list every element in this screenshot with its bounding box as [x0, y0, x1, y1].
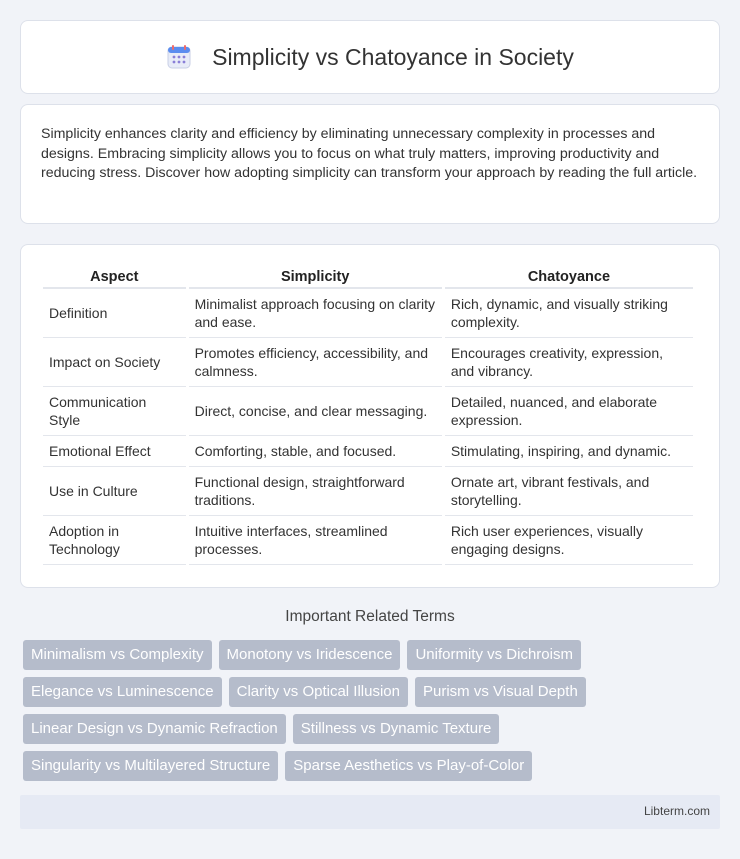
- table-cell: Rich, dynamic, and visually striking complexity.: [445, 289, 693, 338]
- related-tag[interactable]: Singularity vs Multilayered Structure: [23, 751, 278, 781]
- footer: [20, 795, 720, 829]
- table-cell: Minimalist approach focusing on clarity and ease.: [189, 289, 442, 338]
- table-cell: Stimulating, inspiring, and dynamic.: [445, 436, 693, 467]
- table-header-row: [43, 265, 693, 289]
- table-cell: Communication Style: [43, 387, 186, 436]
- calendar-icon: [166, 44, 192, 70]
- intro-card: [20, 104, 720, 224]
- table-cell: Use in Culture: [43, 467, 186, 516]
- table-cell: Encourages creativity, expression, and vibrancy.: [445, 338, 693, 387]
- related-tag[interactable]: Purism vs Visual Depth: [415, 677, 586, 707]
- table-cell: Adoption in Technology: [43, 516, 186, 565]
- related-tag[interactable]: Clarity vs Optical Illusion: [229, 677, 408, 707]
- comparison-table: [40, 265, 696, 565]
- related-tag[interactable]: Linear Design vs Dynamic Refraction: [23, 714, 286, 744]
- table-row: [43, 289, 693, 338]
- table-cell: Functional design, straightforward traditions.: [189, 467, 442, 516]
- table-cell: Impact on Society: [43, 338, 186, 387]
- related-tag[interactable]: Elegance vs Luminescence: [23, 677, 222, 707]
- table-cell: Intuitive interfaces, streamlined processes.: [189, 516, 442, 565]
- tag-row: [23, 751, 723, 781]
- header-aspect: Aspect: [43, 265, 186, 289]
- table-cell: Comforting, stable, and focused.: [189, 436, 442, 467]
- tag-row: [23, 714, 723, 744]
- related-terms-title: Important Related Terms: [285, 608, 455, 625]
- table-row: [43, 516, 693, 565]
- related-tag[interactable]: Minimalism vs Complexity: [23, 640, 212, 670]
- related-tag[interactable]: Stillness vs Dynamic Texture: [293, 714, 500, 744]
- table-cell: Promotes efficiency, accessibility, and calmness.: [189, 338, 442, 387]
- header-chatoyance: Chatoyance: [445, 265, 693, 289]
- table-cell: Ornate art, vibrant festivals, and storytelling.: [445, 467, 693, 516]
- table-row: [43, 467, 693, 516]
- footer-brand[interactable]: Libterm.com: [643, 804, 710, 818]
- related-tags: [23, 640, 723, 788]
- related-tag[interactable]: Monotony vs Iridescence: [219, 640, 401, 670]
- table-row: [43, 338, 693, 387]
- related-tag[interactable]: Sparse Aesthetics vs Play-of-Color: [285, 751, 532, 781]
- table-cell: Rich user experiences, visually engaging designs.: [445, 516, 693, 565]
- table-row: [43, 436, 693, 467]
- tag-row: [23, 677, 723, 707]
- table-cell: Definition: [43, 289, 186, 338]
- table-cell: Emotional Effect: [43, 436, 186, 467]
- header-card: [20, 20, 720, 94]
- comparison-table-card: [20, 244, 720, 588]
- table-cell: Detailed, nuanced, and elaborate expression.: [445, 387, 693, 436]
- tag-row: [23, 640, 723, 670]
- intro-text: Simplicity enhances clarity and efficiency by eliminating unnecessary complexity in processes and designs. Embracing simplicity allows you to focus on what truly matters, improving productivity and reducing stress. Discover how adopting simplicity can transform your approach by reading the full article.: [41, 126, 698, 181]
- page-title: Simplicity vs Chatoyance in Society: [212, 43, 574, 70]
- table-cell: Direct, concise, and clear messaging.: [189, 387, 442, 436]
- header-simplicity: Simplicity: [189, 265, 442, 289]
- related-tag[interactable]: Uniformity vs Dichroism: [407, 640, 581, 670]
- table-row: [43, 387, 693, 436]
